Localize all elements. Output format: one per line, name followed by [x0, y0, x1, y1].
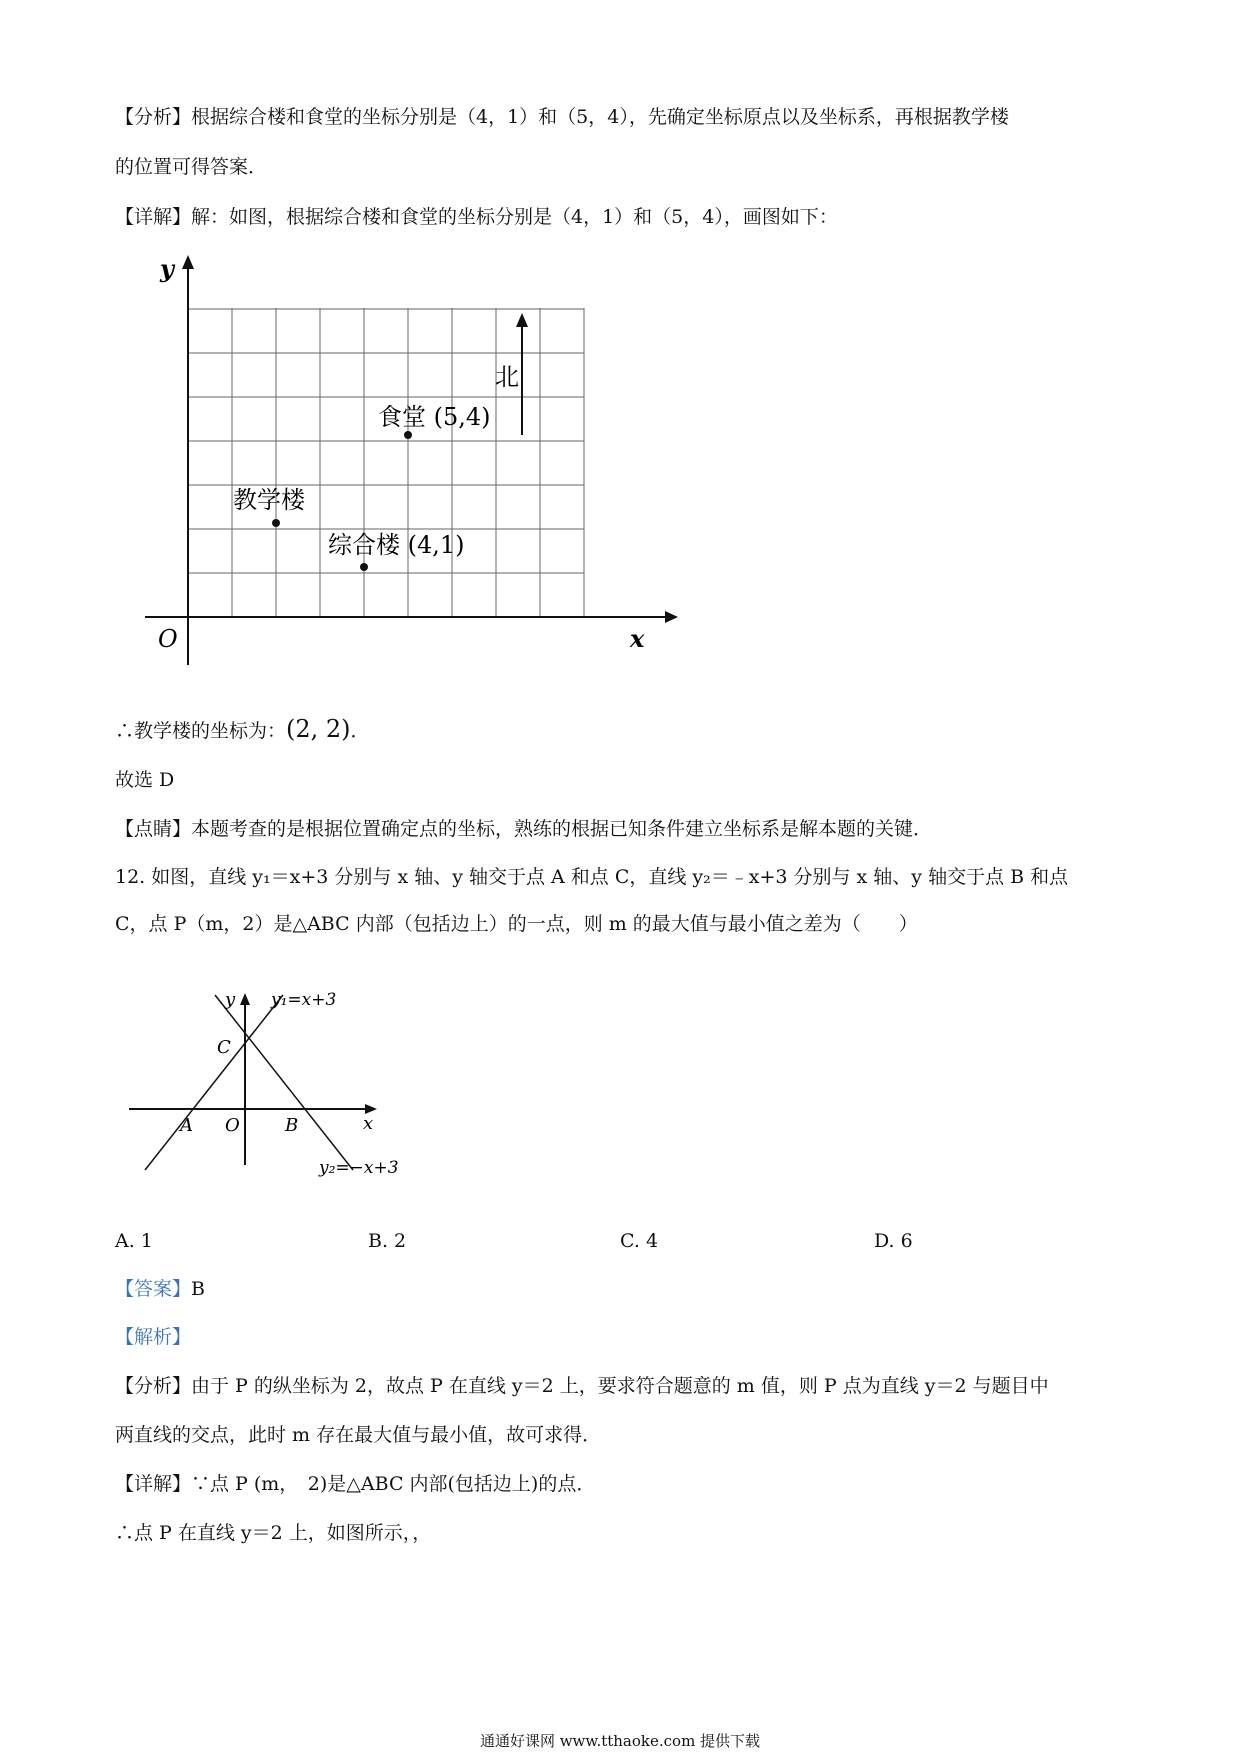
x-axis-arrow	[665, 611, 678, 623]
analysis-text-1a: 【分析】根据综合楼和食堂的坐标分别是（4，1）和（5，4），先确定坐标原点以及坐标系，再根据教学楼	[115, 106, 1009, 128]
teaching-building-point	[272, 519, 280, 527]
analysis-text-2b: 两直线的交点，此时 m 存在最大值与最小值，故可求得．	[115, 1424, 602, 1446]
fig2-x-label: x	[363, 1113, 374, 1134]
conclusion-prefix: ∴教学楼的坐标为：	[115, 720, 287, 742]
choice-text: 故选 D	[115, 769, 175, 791]
comment-text: 【点睛】本题考查的是根据位置确定点的坐标，熟练的根据已知条件建立坐标系是解本题的关键．	[115, 818, 933, 840]
complex-building-label: 综合楼 (4,1)	[328, 531, 465, 559]
conclusion-suffix: ．	[350, 720, 370, 742]
line-y2	[215, 995, 353, 1170]
fig2-a-label: A	[180, 1115, 193, 1136]
fig2-y-label: y	[225, 989, 236, 1010]
line-y2-label: y₂=−x+3	[319, 1158, 399, 1178]
fig2-b-label: B	[285, 1115, 299, 1136]
north-label: 北	[495, 363, 519, 391]
answer-line	[115, 1280, 205, 1299]
answer-tag: 【答案】	[115, 1278, 192, 1300]
detail-text-2b: ∴点 P 在直线 y＝2 上，如图所示，，	[115, 1522, 432, 1544]
line-y1-label: y₁=x+3	[271, 990, 337, 1010]
question-12-line-a: 12. 如图，直线 y₁＝x+3 分别与 x 轴、y 轴交于点 A 和点 C，直线 y₂＝﹣x+3 分别与 x 轴、y 轴交于点 B 和点	[115, 866, 1069, 888]
option-c[interactable]: C. 4	[620, 1230, 659, 1252]
fig2-o-label: O	[225, 1115, 240, 1136]
detail-text-2: 【详解】∵点 P (m， 2)是△ABC 内部(包括边上)的点．	[115, 1473, 596, 1495]
y-axis-label: y	[160, 255, 174, 283]
conclusion-value: (2, 2)	[286, 715, 351, 743]
jiexi-tag: 【解析】	[115, 1326, 192, 1348]
canteen-point	[404, 431, 412, 439]
coordinate-grid-figure	[130, 255, 690, 675]
detail-text-1: 【详解】解：如图，根据综合楼和食堂的坐标分别是（4，1）和（5，4），画图如下：	[115, 206, 838, 228]
origin-label: O	[158, 625, 178, 653]
teaching-building-label: 教学楼	[233, 486, 305, 514]
grid-lines	[188, 308, 584, 617]
question-12-line-b: C，点 P（m，2）是△ABC 内部（包括边上）的一点，则 m 的最大值与最小值之差为（ ）	[115, 913, 918, 935]
line-y1	[145, 995, 283, 1170]
y-axis-arrow	[182, 255, 194, 269]
footer-text: 通通好课网 www.tthaoke.com 提供下载	[479, 1732, 761, 1750]
option-b[interactable]: B. 2	[368, 1230, 407, 1252]
lines-figure	[125, 985, 415, 1185]
conclusion-line	[115, 717, 370, 741]
answer-value: B	[191, 1278, 205, 1300]
north-arrowhead	[516, 313, 528, 327]
option-a[interactable]: A. 1	[115, 1230, 153, 1252]
canteen-label: 食堂 (5,4)	[378, 403, 491, 431]
option-d[interactable]: D. 6	[874, 1230, 913, 1252]
x-axis-label: x	[630, 624, 645, 653]
analysis-text-2a: 【分析】由于 P 的纵坐标为 2，故点 P 在直线 y＝2 上，要求符合题意的 m 值，则 P 点为直线 y＝2 与题目中	[115, 1375, 1049, 1397]
complex-building-point	[360, 563, 368, 571]
analysis-text-1b: 的位置可得答案．	[115, 156, 268, 178]
fig2-c-label: C	[217, 1037, 231, 1058]
fig2-y-axis-arrow	[240, 993, 250, 1005]
